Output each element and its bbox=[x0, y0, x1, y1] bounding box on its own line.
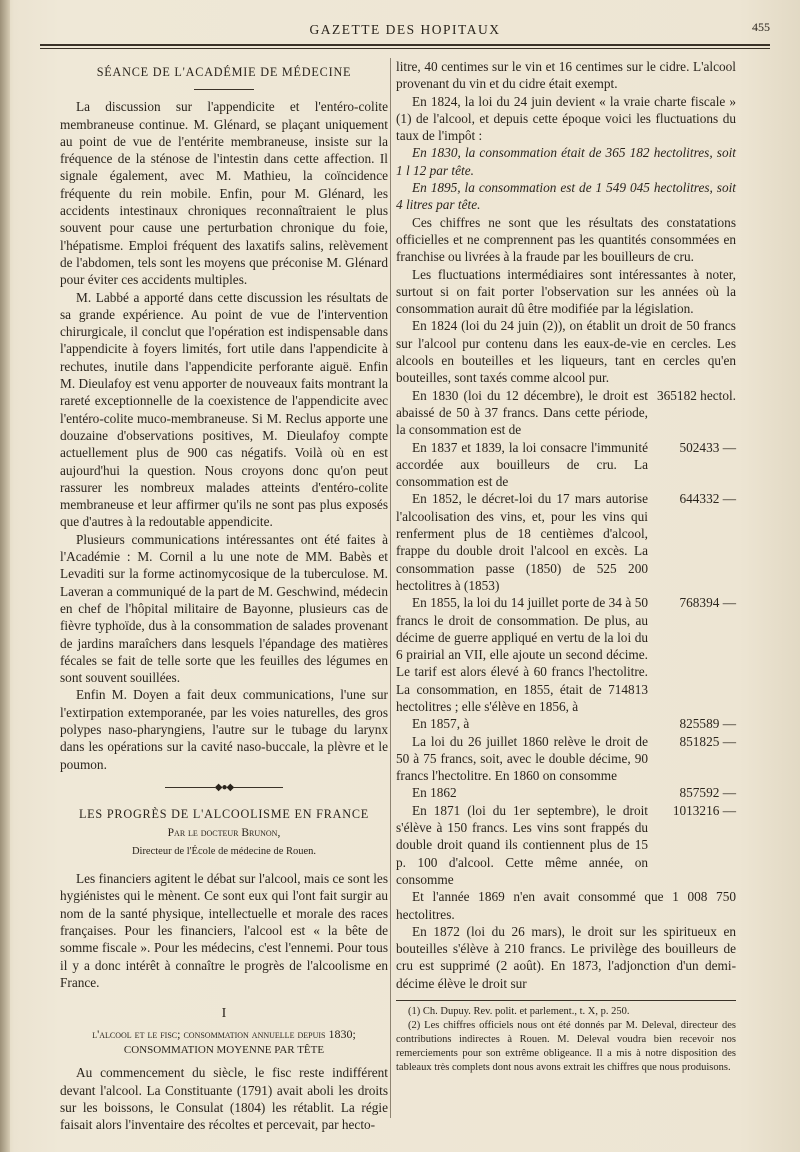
header-rule bbox=[40, 44, 770, 49]
footnote: (1) Ch. Dupuy. Rev. polit. et parlement., t. X, p. 250. bbox=[408, 1006, 630, 1018]
consumption-row bbox=[396, 387, 736, 439]
consumption-row bbox=[396, 439, 736, 491]
row-figure: 502433 — bbox=[679, 439, 736, 455]
paragraph: Et l'année 1869 n'en avait consommé que 1 008 750 hectolitres. bbox=[396, 889, 736, 922]
footnote: (2) Les chiffres officiels nous ont été donnés par M. Deleval, directeur des contributions indirectes à Rouen. M. Deleval voudra bien recevoir nos remerciements pour son extrême obligeance. Il a mis à notre disposition des tableaux très complets dont nous avons extrait les chiffres que nous produisons. bbox=[396, 1020, 736, 1074]
article-title: LES PROGRÈS DE L'ALCOOLISME EN FRANCE bbox=[78, 807, 370, 822]
paragraph: Enfin M. Doyen a fait deux communications, l'une sur l'extirpation extemporanée, par les voies naturelles, des gros polypes naso-pharyngiens, l'autre sur le tubage du larynx dans les opérations sur la cavité naso-buccale, la plèvre et le poumon. bbox=[60, 687, 388, 772]
running-header bbox=[40, 20, 770, 42]
row-text: En 1871 (loi du 1er septembre), le droit s'élève à 150 francs. Les vins sont frappés du double droit quand ils contiennent plus de 15 p. 100 d'alcool. Cette même année, on consomme bbox=[396, 802, 648, 887]
journal-title: GAZETTE DES HOPITAUX bbox=[309, 22, 501, 37]
row-text: En 1857, à bbox=[412, 716, 470, 732]
page-number: 455 bbox=[752, 20, 770, 34]
paragraph: litre, 40 centimes sur le vin et 16 centimes sur le cidre. L'alcool provenant du vin et du cidre était exempt. bbox=[396, 59, 736, 92]
paragraph: La discussion sur l'appendicite et l'entéro-colite membraneuse continue. M. Glénard, se plaçant uniquement au point de vue de l'entérite membraneuse, insiste sur la fréquence de la sténose de l'intestin dans cette affection. Il signale également, avec M. Mathieu, la coïncidence fréquente du rein mobile. Enfin, pour M. Glénard, les accidents intestinaux chroniques reconnaîtraient le plus souvent pour cause une perturbation chronique du foie, l'hépatisme. Emploi fréquent des laxatifs salins, relèvement de l'abdomen, tels sont les moyens que préconise M. Glénard pour éviter ces accidents multiples. bbox=[60, 99, 388, 288]
row-figure: 768394 — bbox=[679, 595, 736, 611]
left-column bbox=[60, 58, 388, 1134]
article-affiliation: Directeur de l'École de médecine de Rouen. bbox=[131, 845, 317, 857]
paragraph: Les fluctuations intermédiaires sont intéressantes à noter, surtout si on fait porter l'observation sur les années où la consommation aurait dû être modifiée par la législation. bbox=[396, 266, 736, 317]
section-number: I bbox=[221, 1006, 227, 1022]
row-figure: 857592 — bbox=[679, 785, 736, 801]
paragraph: En 1824 (loi du 24 juin (2)), on établit un droit de 50 francs sur l'alcool pur contenu dans les eaux-de-vie en cercles. Les alcools en bouteilles et les liqueurs, tant en cercles qu'en bouteilles, sont taxés comme alcool pur. bbox=[396, 318, 736, 386]
row-figure: 825589 — bbox=[679, 716, 736, 732]
subheading-line-2: CONSOMMATION MOYENNE PAR TÊTE bbox=[123, 1044, 325, 1057]
row-text: En 1830 (loi du 12 décembre), le droit est abaissé de 50 à 37 francs. Dans cette période, la consommation est de bbox=[396, 387, 648, 438]
consumption-row bbox=[396, 490, 736, 594]
consumption-row bbox=[396, 784, 736, 801]
paragraph: En 1872 (loi du 26 mars), le droit sur les spiritueux en bouteilles s'élève à 210 francs. Le privilège des bouilleurs de cru est supprimé (2 août). En 1873, l'adjonction d'un demi-décime élève le droit sur bbox=[396, 923, 736, 991]
paragraph: En 1824, la loi du 24 juin devient « la vraie charte fiscale » (1) de l'alcool, et depuis cette époque voici les fluctuations du taux de l'impôt : bbox=[396, 93, 736, 144]
consumption-row bbox=[396, 715, 736, 732]
paragraph: Au commencement du siècle, le fisc reste indifférent devant l'alcool. La Constituante (1791) avait aboli les droits sur les boissons, le Consulat (1804) les rétablit. La régie faisait alors l'inventaire des récoltes et percevait, par hecto- bbox=[60, 1065, 388, 1133]
heading-rule bbox=[194, 89, 254, 90]
paragraph: Les financiers agitent le débat sur l'alcool, mais ce sont les hygiénistes qui le mènent. Ce sont eux qui l'ont fait surgir au nom de la santé physique, intellectuelle et morale des races françaises. Pour les financiers, l'alcool est « la bête de somme fiscale ». Pour les médecins, c'est l'ennemi. Pour tous il y a donc intérêt à connaître le progrès de l'alcoolisme en France. bbox=[60, 871, 388, 990]
row-text: En 1837 et 1839, la loi consacre l'immunité accordée aux bouilleurs de cru. La consommation est de bbox=[396, 439, 648, 490]
section-heading-academie: SÉANCE DE L'ACADÉMIE DE MÉDECINE bbox=[96, 65, 352, 79]
article-author: Par le docteur Brunon, bbox=[167, 827, 281, 840]
row-text: En 1855, la loi du 14 juillet porte de 34 à 50 francs le droit de consommation. De plus, au décime de guerre appliqué en vertu de la loi du 6 prairial an VII, elle ajoute un second décime. Le tarif est alors élevé à 60 francs l'hectolitre. La consommation, en 1855, était de 714813 hectolitres ; elle s'élève en 1856, à bbox=[396, 595, 648, 714]
italic-text: En 1895, la consommation est de 1 549 045 hectolitres, soit 4 litres par tête. bbox=[396, 180, 736, 213]
italic-paragraph bbox=[396, 179, 736, 214]
ornament-divider: ◆●◆ bbox=[60, 779, 388, 796]
row-text: En 1862 bbox=[412, 785, 457, 801]
row-figure: 644332 — bbox=[679, 491, 736, 507]
row-figure: 851825 — bbox=[679, 733, 736, 749]
italic-text: En 1830, la consommation était de 365 182 hectolitres, soit 1 l 12 par tête. bbox=[396, 145, 736, 178]
book-spine-shadow bbox=[0, 0, 10, 1152]
row-figure: 365182 hectol. bbox=[656, 387, 736, 403]
paragraph: M. Labbé a apporté dans cette discussion les résultats de sa grande expérience. Au point de vue de l'intervention chirurgicale, il conclut que l'opération est indispensable dans l'appendicite à foyers limités, fort utile dans l'appendicite à rechutes, inutile dans l'appendicite perforante aiguë. Enfin M. Dieulafoy est venu apporter de nouveaux faits montrant la rareté exceptionnelle de la coexistence de l'appendicite avec l'entéro-colite muco-membraneuse. Si M. Reclus apporte une douzaine d'observations positives, M. Dieulafoy compte actuellement plus de 900 cas négatifs. Voilà où en est aujourd'hui la question. Nous croyons donc qu'on peut rassurer les nombreux malades atteints d'entéro-colite membraneuse et leur affirmer qu'ils ne sont pas plus exposés que d'autres à la redoutable appendicite. bbox=[60, 289, 388, 530]
section-subheading bbox=[60, 1026, 388, 1058]
italic-paragraph bbox=[396, 144, 736, 179]
right-column bbox=[396, 58, 736, 1075]
subheading-line-1: l'alcool et le fisc; consommation annuelle depuis 1830; bbox=[92, 1027, 356, 1042]
consumption-row bbox=[396, 802, 736, 888]
row-text: La loi du 26 juillet 1860 relève le droit de 50 à 75 francs, soit, avec le double décime, 90 francs l'hectolitre. En 1860 on consomme bbox=[396, 733, 648, 784]
paragraph: Plusieurs communications intéressantes ont été faites à l'Académie : M. Cornil a lu une note de MM. Babès et Levaditi sur la forme actinomycosique de la tuberculose. M. Laveran a communiqué de la part de M. Geschwind, médecin en chef de l'hôpital militaire de Bayonne, plusieurs cas de fièvre typhoïde, dus à la consommation de salades provenant de jardins maraîchers dans lesquels l'épandage des matières fécales se fait de telle sorte que les feuilles des légumes en sont souvent souillées. bbox=[60, 531, 388, 686]
column-separator bbox=[390, 58, 391, 1118]
paragraph: Ces chiffres ne sont que les résultats des constatations officielles et ne comprennent pas les quantités consommées en franchise ou livrées à la fraude par les bouilleurs de cru. bbox=[396, 214, 736, 265]
row-figure: 1013216 — bbox=[672, 802, 736, 818]
footnotes bbox=[396, 1000, 736, 1075]
consumption-row bbox=[396, 594, 736, 715]
row-text: En 1852, le décret-loi du 17 mars autorise l'alcoolisation des vins, et, pour les vins qui renferment plus de 18 centièmes d'alcool, frappe du double droit l'alcool en excès. La consommation passe (1850) de 525 200 hectolitres à (1853) bbox=[396, 491, 648, 593]
consumption-row bbox=[396, 733, 736, 785]
